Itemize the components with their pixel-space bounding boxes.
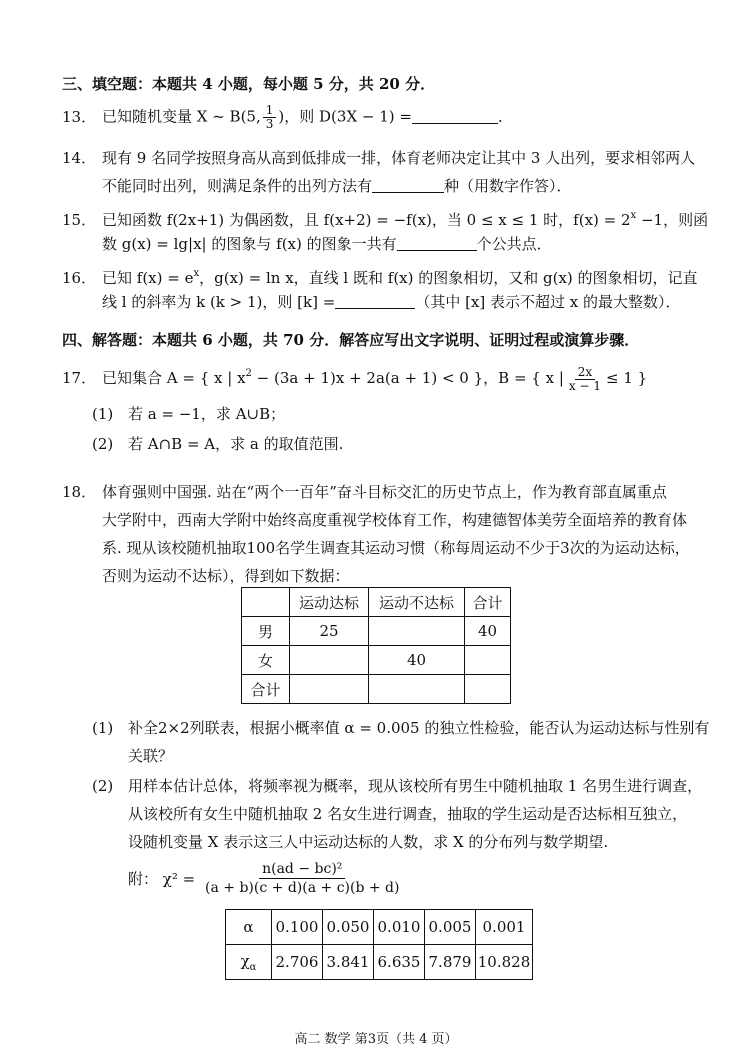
table-cell: 0.001 [476, 910, 533, 945]
page-footer: 高二 数学 第3页（共 4 页） [294, 1032, 458, 1047]
q13-post: ，则 D(3X − 1) = [284, 107, 412, 126]
q18-part2 [92, 776, 702, 796]
q17-set-a-pre: 已知集合 A = { x | x [102, 369, 246, 387]
chi-symbol: χ² = [162, 869, 196, 888]
appendix-label: 附： [128, 870, 159, 888]
table-row [242, 588, 511, 617]
section4-heading: 四、解答题：本题共 6 小题，共 70 分．解答应写出文字说明、证明过程或演算步骤． [62, 331, 640, 349]
q18-line2: 大学附中，西南大学附中始终高度重视学校体育工作，构建德智体美劳全面培养的教育体 [102, 511, 688, 529]
table-cell: 3.841 [323, 945, 374, 980]
table-cell: 合计 [242, 675, 290, 704]
q17-part2-num: (2) [92, 435, 114, 453]
q13-answer-blank [412, 109, 498, 124]
q17-set-b-post: ≤ 1 } [605, 369, 648, 387]
q17-part1 [92, 404, 285, 424]
q17-set-b-pre: B = { x | [498, 369, 564, 387]
q14-line2 [102, 176, 572, 196]
q15-line2a: 数 g(x) = lg|x| 的图象与 f(x) 的图象一共有 [102, 235, 397, 253]
table-cell [242, 588, 290, 617]
q15-sup: x [630, 210, 637, 221]
table-cell: 男 [242, 617, 290, 646]
table-cell: 运动达标 [290, 588, 369, 617]
q17-set-a-post: − (3a + 1)x + 2a(a + 1) < 0 }， [251, 369, 499, 387]
table-row [226, 910, 533, 945]
q18-part2-line3: 设随机变量 X 表示这三人中运动达标的人数，求 X 的分布列与数学期望. [128, 833, 609, 851]
q18-part1-num: (1) [92, 719, 114, 737]
q16-line2 [102, 292, 681, 312]
q16-line1a: 已知 f(x) = e [102, 269, 194, 287]
q14-answer-blank [372, 178, 444, 193]
q17-frac-den: x − 1 [568, 378, 601, 393]
q15-line2 [102, 234, 552, 254]
chi-alpha-label: χ [240, 951, 250, 970]
q17-part2 [92, 434, 343, 454]
table-cell: 0.050 [323, 910, 374, 945]
table-cell: 0.100 [272, 910, 323, 945]
table-row [242, 617, 511, 646]
q13-end: ． [497, 107, 513, 126]
q13-number: 13． [62, 107, 97, 126]
question-13 [62, 104, 513, 131]
table-cell: 合计 [465, 588, 511, 617]
q18-part1-line1: 补全2×2列联表，根据小概率值 α = 0.005 的独立性检验，能否认为运动达标与性别有 [128, 719, 710, 737]
q13-frac-den: 3 [265, 117, 274, 131]
table-cell: 0.005 [425, 910, 476, 945]
q16-sup: x [193, 268, 200, 279]
q16-line2a: 线 l 的斜率为 k (k > 1)，则 [k] = [102, 293, 336, 311]
question-16 [62, 264, 698, 288]
question-18 [62, 482, 667, 502]
table-cell: 40 [369, 646, 465, 675]
q17-sup: 2 [245, 368, 252, 379]
table-row [242, 675, 511, 704]
table-cell: 10.828 [476, 945, 533, 980]
q18-part1 [92, 718, 709, 738]
q13-pre: 已知随机变量 X ~ B [102, 107, 241, 126]
table-cell: 6.635 [374, 945, 425, 980]
q18-part2-num: (2) [92, 777, 114, 795]
q16-line1b: ，g(x) = ln x，直线 l 既和 f(x) 的图象相切，又和 g(x) 的图象相切，记直 [199, 269, 698, 287]
table-cell [290, 646, 369, 675]
question-15 [62, 206, 708, 230]
section3-heading: 三、填空题：本题共 4 小题，每小题 5 分，共 20 分． [62, 75, 436, 93]
contingency-table [241, 587, 511, 704]
table-cell [226, 945, 272, 980]
q18-line1: 体育强则中国强. 站在“两个一百年”奋斗目标交汇的历史节点上，作为教育部直属重点 [102, 483, 667, 501]
question-17 [62, 364, 647, 393]
chi-alpha-sub: α [249, 961, 257, 973]
q17-part2-text: 若 A∩B = A，求 a 的取值范围. [128, 435, 344, 453]
table-cell: α [226, 910, 272, 945]
q15-line1-end: −1，则函 [636, 211, 709, 229]
q15-answer-blank [397, 236, 477, 251]
table-cell [369, 617, 465, 646]
q17-fraction [566, 366, 604, 393]
q17-number: 17． [62, 369, 97, 387]
q18-line4: 否则为运动不达标），得到如下数据： [102, 567, 350, 585]
q13-frac-num: 1 [263, 104, 277, 118]
table-cell: 运动不达标 [369, 588, 465, 617]
critical-values-table [225, 909, 533, 980]
table-cell: 女 [242, 646, 290, 675]
q13-fraction [263, 104, 277, 131]
table-row [242, 646, 511, 675]
q17-part1-num: (1) [92, 405, 114, 423]
q13-paren-close: ) [278, 107, 285, 126]
table-cell [369, 675, 465, 704]
q14-line2b: 种（用数字作答）． [444, 177, 572, 195]
q17-part1-text: 若 a = −1，求 A∪B； [128, 405, 286, 423]
q13-paren-open: (5, [240, 107, 261, 126]
table-cell [465, 646, 511, 675]
table-row [226, 945, 533, 980]
q16-number: 16． [62, 269, 97, 287]
q16-line2b: （其中 [x] 表示不超过 x 的最大整数）． [415, 293, 681, 311]
table-cell [465, 675, 511, 704]
q15-line1: 已知函数 f(2x+1) 为偶函数，且 f(x+2) = −f(x)，当 0 ≤ x ≤ 1 时，f(x) = 2 [102, 211, 631, 229]
q14-line1: 现有 9 名同学按照身高从高到低排成一排，体育老师决定让其中 3 人出列，要求相邻两人 [102, 149, 696, 167]
chi-fraction [202, 860, 402, 897]
q18-line3: 系. 现从该校随机抽取100名学生调查其运动习惯（称每周运动不少于3次的为运动达标， [102, 539, 690, 557]
q18-part2-line1: 用样本估计总体，将频率视为概率，现从该校所有男生中随机抽取 1 名男生进行调查， [128, 777, 703, 795]
q15-number: 15． [62, 211, 97, 229]
table-cell: 25 [290, 617, 369, 646]
q18-part1-line2: 关联？ [128, 747, 174, 765]
q14-line2a: 不能同时出列，则满足条件的出列方法有 [102, 177, 373, 195]
chi-denominator: (a + b)(c + d)(a + c)(b + d) [205, 880, 400, 896]
table-cell: 40 [465, 617, 511, 646]
table-cell: 0.010 [374, 910, 425, 945]
q16-answer-blank [335, 294, 415, 309]
q15-line2b: 个公共点． [476, 235, 552, 253]
question-14 [62, 148, 695, 168]
q18-number: 18． [62, 483, 97, 501]
q17-frac-num: 2x [575, 366, 595, 380]
chi-square-formula [128, 860, 404, 897]
table-cell: 7.879 [425, 945, 476, 980]
chi-numerator: n(ad − bc)² [259, 860, 345, 879]
table-cell [290, 675, 369, 704]
q18-part2-line2: 从该校所有女生中随机抽取 2 名女生进行调查，抽取的学生运动是否达标相互独立， [128, 805, 688, 823]
table-cell: 2.706 [272, 945, 323, 980]
q14-number: 14． [62, 149, 97, 167]
